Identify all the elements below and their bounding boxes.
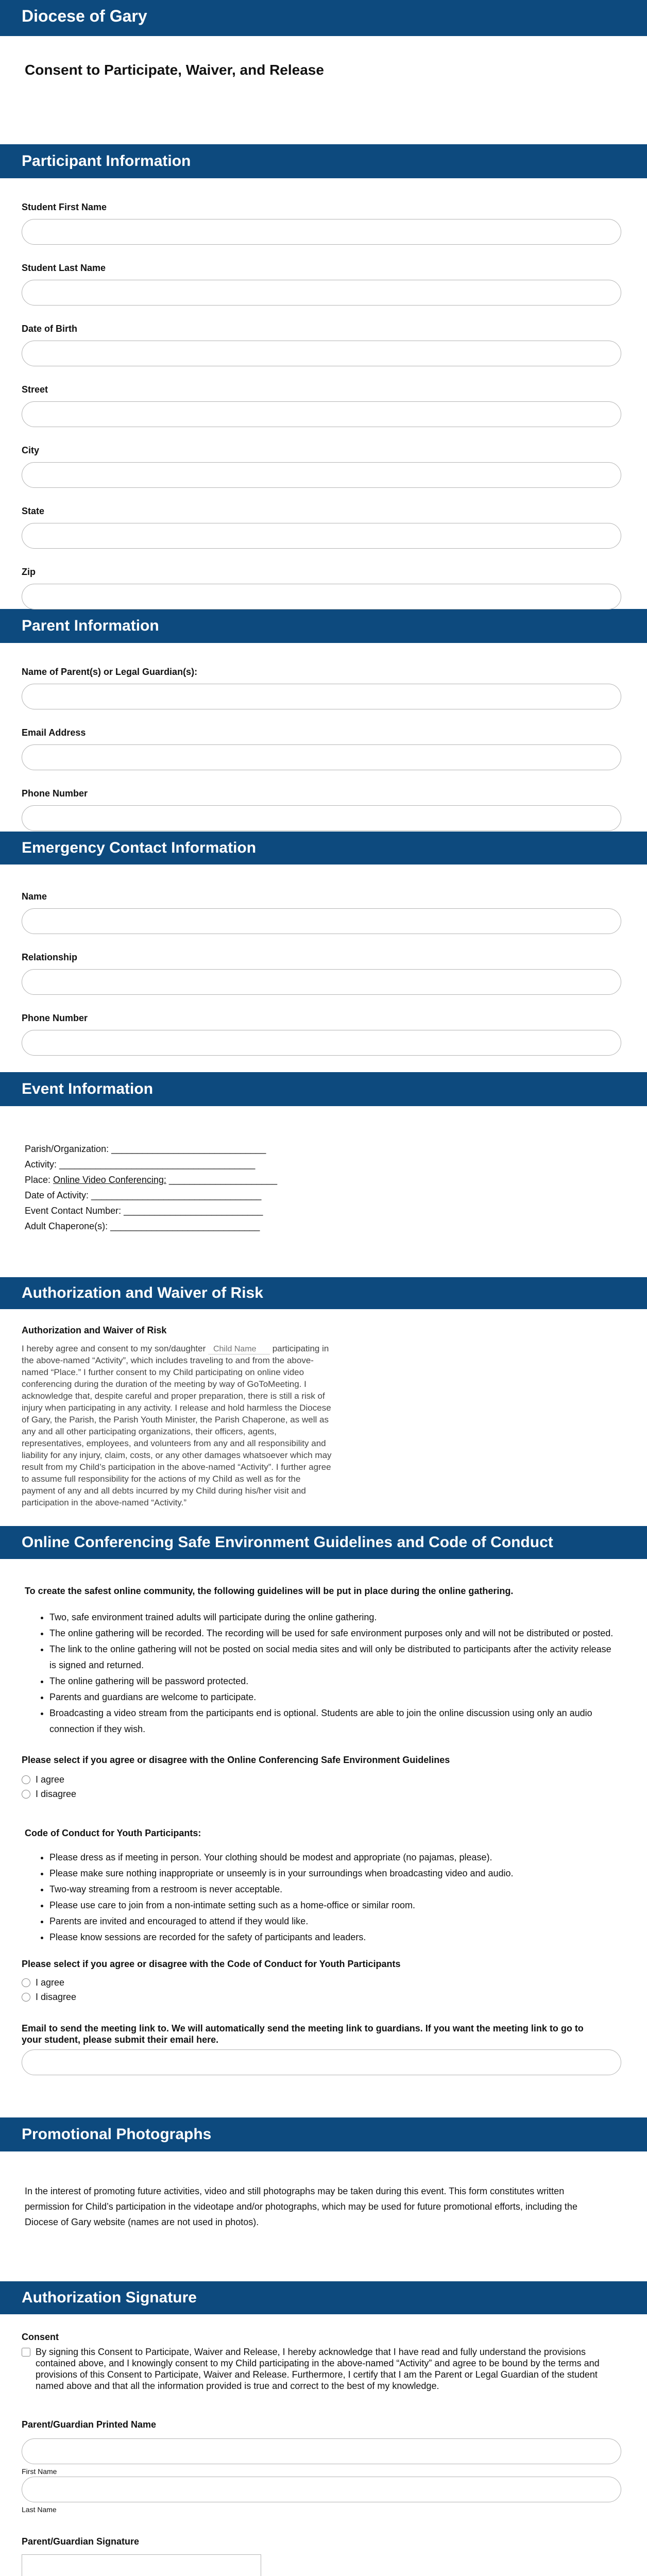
- event-line-parish: Parish/Organization: ______________________________: [25, 1144, 266, 1154]
- field-date-of-birth: [0, 324, 647, 384]
- participant-fields: [0, 178, 647, 609]
- list-item: • Please use care to join from a non-intimate setting such as a home-office or similar room.: [49, 1897, 616, 1913]
- field-label: Relationship: [22, 952, 78, 962]
- list-item: • Please dress as if meeting in person. Your clothing should be modest and appropriate (no pajamas, please).: [49, 1850, 616, 1866]
- radio-label: I disagree: [36, 1991, 77, 2002]
- place-prefix: Place:: [25, 1175, 54, 1185]
- field-label: Student Last Name: [22, 263, 106, 273]
- list-item: • Please make sure nothing inappropriate or unseemly is in your surroundings when broadcasting video and audio.: [49, 1866, 616, 1882]
- printed-name-label: Parent/Guardian Printed Name: [22, 2419, 157, 2430]
- city-input[interactable]: [22, 462, 621, 488]
- meeting-email-label: Email to send the meeting link to. We will automatically send the meeting link to guardians. If you want the meeting link to go to your student, please submit their email here.: [22, 2023, 584, 2045]
- student-first-name-input[interactable]: [22, 219, 621, 245]
- list-item: • The link to the online gathering will not be posted on social media sites and will only be distributed to participants after the activity release is signed and returned.: [49, 1641, 616, 1673]
- site-header: [0, 0, 647, 36]
- radio-guidelines-disagree[interactable]: [22, 1787, 625, 1801]
- consent-checkbox-row[interactable]: [0, 2346, 647, 2392]
- list-item: • Parents and guardians are welcome to participate.: [49, 1689, 616, 1705]
- last-name-sublabel: Last Name: [22, 2505, 57, 2514]
- guardian-first-name-input[interactable]: [22, 2438, 621, 2464]
- section-title: Promotional Photographs: [22, 2126, 212, 2143]
- section-header-guidelines: [0, 1526, 647, 1559]
- section-title: Authorization and Waiver of Risk: [22, 1284, 263, 1301]
- list-item: • Parents are invited and encouraged to attend if they would like.: [49, 1913, 616, 1929]
- promo-text: In the interest of promoting future activities, video and still photographs may be taken during this event. This form constitutes written permission for Child’s participation in the videotape and/or photographs, which may be used for future promotional efforts, including the Diocese of Gary website (names are not used in photos).: [25, 2186, 577, 2227]
- field-street: [0, 384, 647, 445]
- field-emergency-relationship: [0, 952, 647, 1013]
- section-title: Online Conferencing Safe Environment Guidelines and Code of Conduct: [22, 1534, 553, 1551]
- field-label: Student First Name: [22, 202, 107, 212]
- emergency-relationship-input[interactable]: [22, 969, 621, 995]
- section-title: Participant Information: [22, 152, 191, 170]
- radio-button[interactable]: [22, 1775, 30, 1784]
- field-label: State: [22, 506, 45, 516]
- phone-input[interactable]: [22, 805, 621, 831]
- field-student-first-name: [0, 202, 647, 263]
- authorization-block: [0, 1309, 647, 1526]
- place-suffix: _____________________: [166, 1175, 278, 1185]
- radio-code-agree[interactable]: [22, 1975, 625, 1990]
- radio-code-disagree[interactable]: [22, 1990, 625, 2004]
- field-label: City: [22, 445, 40, 455]
- section-title: Authorization Signature: [22, 2289, 197, 2306]
- guidelines-list: [0, 1609, 647, 1755]
- waiver-title: Authorization and Waiver of Risk: [22, 1325, 167, 1335]
- section-header-promo: [0, 2117, 647, 2151]
- email-input[interactable]: [22, 744, 621, 770]
- list-item: • The online gathering will be recorded. The recording will be used for safe environment purposes only and will not be distributed or posted.: [49, 1625, 616, 1641]
- section-header-emergency: [0, 832, 647, 865]
- field-label: Zip: [22, 567, 36, 577]
- code-of-conduct-title: Code of Conduct for Youth Participants:: [25, 1828, 201, 1838]
- section-header-event: [0, 1072, 647, 1106]
- event-line-activity: Activity: ______________________________________: [25, 1159, 256, 1170]
- event-line-contact: Event Contact Number: ___________________________: [25, 1206, 263, 1216]
- guardian-last-name-input[interactable]: [22, 2477, 621, 2502]
- radio-button[interactable]: [22, 1790, 30, 1799]
- radio-button[interactable]: [22, 1993, 30, 2002]
- promo-block: [0, 2151, 647, 2281]
- field-student-last-name: [0, 263, 647, 324]
- guardian-names-input[interactable]: [22, 684, 621, 709]
- signature-pad[interactable]: [22, 2554, 261, 2576]
- code-of-conduct-question: Please select if you agree or disagree with the Code of Conduct for Youth Participants: [22, 1959, 401, 1969]
- field-emergency-name: [0, 891, 647, 952]
- radio-button[interactable]: [22, 1978, 30, 1987]
- section-title: Event Information: [22, 1080, 154, 1097]
- emergency-fields: [0, 865, 647, 1072]
- section-header-participant: [0, 144, 647, 178]
- signature-block: [0, 2314, 647, 2576]
- radio-label: I disagree: [36, 1788, 77, 1799]
- code-of-conduct-list: [0, 1850, 647, 1959]
- parent-fields: [0, 643, 647, 832]
- radio-guidelines-agree[interactable]: [22, 1772, 625, 1787]
- radio-label: I agree: [36, 1977, 65, 1988]
- guidelines-question: Please select if you agree or disagree with the Online Conferencing Safe Environment Guidelines: [22, 1755, 450, 1765]
- consent-text: By signing this Consent to Participate, Waiver and Release, I hereby acknowledge that I have read and fully understand the provisions contained above, and I knowingly consent to my Child participating in the above-named “Activity” and agree to be bound by the terms and provisions of this Consent to Participate, Waiver and Release. Furthermore, I certify that I am the Parent or Legal Guardian of the student named above and that all the information provided is true and correct to the best of my knowledge.: [36, 2347, 600, 2391]
- zip-input[interactable]: [22, 584, 621, 609]
- waiver-text-start: I hereby agree and consent to my son/daughter: [22, 1344, 206, 1353]
- section-header-signature: [0, 2281, 647, 2314]
- consent-label: Consent: [22, 2332, 59, 2342]
- date-of-birth-input[interactable]: [22, 341, 621, 366]
- field-label: Phone Number: [22, 788, 88, 799]
- section-title: Emergency Contact Information: [22, 839, 257, 856]
- list-item: • Two-way streaming from a restroom is never acceptable.: [49, 1882, 616, 1897]
- emergency-phone-input[interactable]: [22, 1030, 621, 1056]
- waiver-text-box: [0, 1325, 355, 1509]
- field-label: Phone Number: [22, 1013, 88, 1023]
- field-phone: [0, 788, 647, 832]
- field-guardian-names: [0, 667, 647, 727]
- field-label: Email Address: [22, 727, 86, 738]
- section-title: Parent Information: [22, 617, 159, 634]
- field-label: Date of Birth: [22, 324, 77, 334]
- state-input[interactable]: [22, 523, 621, 549]
- event-line-place: [25, 1172, 622, 1188]
- consent-checkbox[interactable]: [22, 2348, 30, 2357]
- field-emergency-phone: [0, 1013, 647, 1072]
- student-last-name-input[interactable]: [22, 280, 621, 306]
- waiver-text-end: participating in the above-named “Activity”, which includes traveling to and from the above-named “Place.” I further consent to my Child participating on online video conferencing during the duration of the meeting by way of GoToMeeting. I acknowledge that, despite careful and proper preparation, there is still a risk of injury when participating in any activity. I release and hold harmless the Diocese of Gary, the Parish, the Parish Youth Minister, the Parish Chaperone, as well as any and all other participating organizations, their officers, agents, representatives, employees, and volunteers from any and all responsibility and liability for any injury, claim, costs, or any other damages whatsoever which may result from my Child’s participation in the above-named “Activity”. I further agree to assume full responsibility for the actions of my Child as well as for the payment of any and all debts incurred by my Child during his/her visit and participation in the above-named “Activity.”: [22, 1344, 332, 1507]
- field-label: Name of Parent(s) or Legal Guardian(s):: [22, 667, 198, 677]
- first-name-sublabel: First Name: [22, 2467, 57, 2476]
- emergency-name-input[interactable]: [22, 908, 621, 934]
- meeting-email-input[interactable]: [22, 2049, 621, 2075]
- form-title: Consent to Participate, Waiver, and Release: [25, 62, 324, 78]
- place-link: Online Video Conferencing:: [53, 1175, 166, 1185]
- field-email: [0, 727, 647, 788]
- event-info: [0, 1106, 647, 1277]
- event-lines: [0, 1141, 647, 1234]
- guidelines-intro: To create the safest online community, the following guidelines will be put in place during the online gathering.: [25, 1586, 514, 1596]
- signature-area: [0, 2554, 647, 2576]
- list-item: • The online gathering will be password protected.: [49, 1673, 616, 1689]
- list-item: • Please know sessions are recorded for the safety of participants and leaders.: [49, 1929, 616, 1945]
- list-item: • Two, safe environment trained adults will participate during the online gathering.: [49, 1609, 616, 1625]
- section-header-parent: [0, 609, 647, 643]
- list-item: • Broadcasting a video stream from the participants end is optional. Students are able to join the online discussion using only an audio connection if they wish.: [49, 1705, 616, 1737]
- event-line-date: Date of Activity: _________________________________: [25, 1190, 262, 1200]
- field-label: Street: [22, 384, 48, 395]
- section-header-authorization: [0, 1277, 647, 1309]
- event-line-chaperone: Adult Chaperone(s): _____________________________: [25, 1221, 260, 1231]
- street-input[interactable]: [22, 401, 621, 427]
- field-label: Name: [22, 891, 47, 902]
- radio-label: I agree: [36, 1774, 65, 1785]
- field-state: [0, 506, 647, 567]
- guidelines-block: [0, 1559, 647, 2117]
- child-name-input[interactable]: [208, 1345, 270, 1354]
- field-zip: [0, 567, 647, 609]
- signature-label: Parent/Guardian Signature: [22, 2536, 140, 2547]
- site-title: Diocese of Gary: [22, 7, 147, 25]
- field-city: [0, 445, 647, 506]
